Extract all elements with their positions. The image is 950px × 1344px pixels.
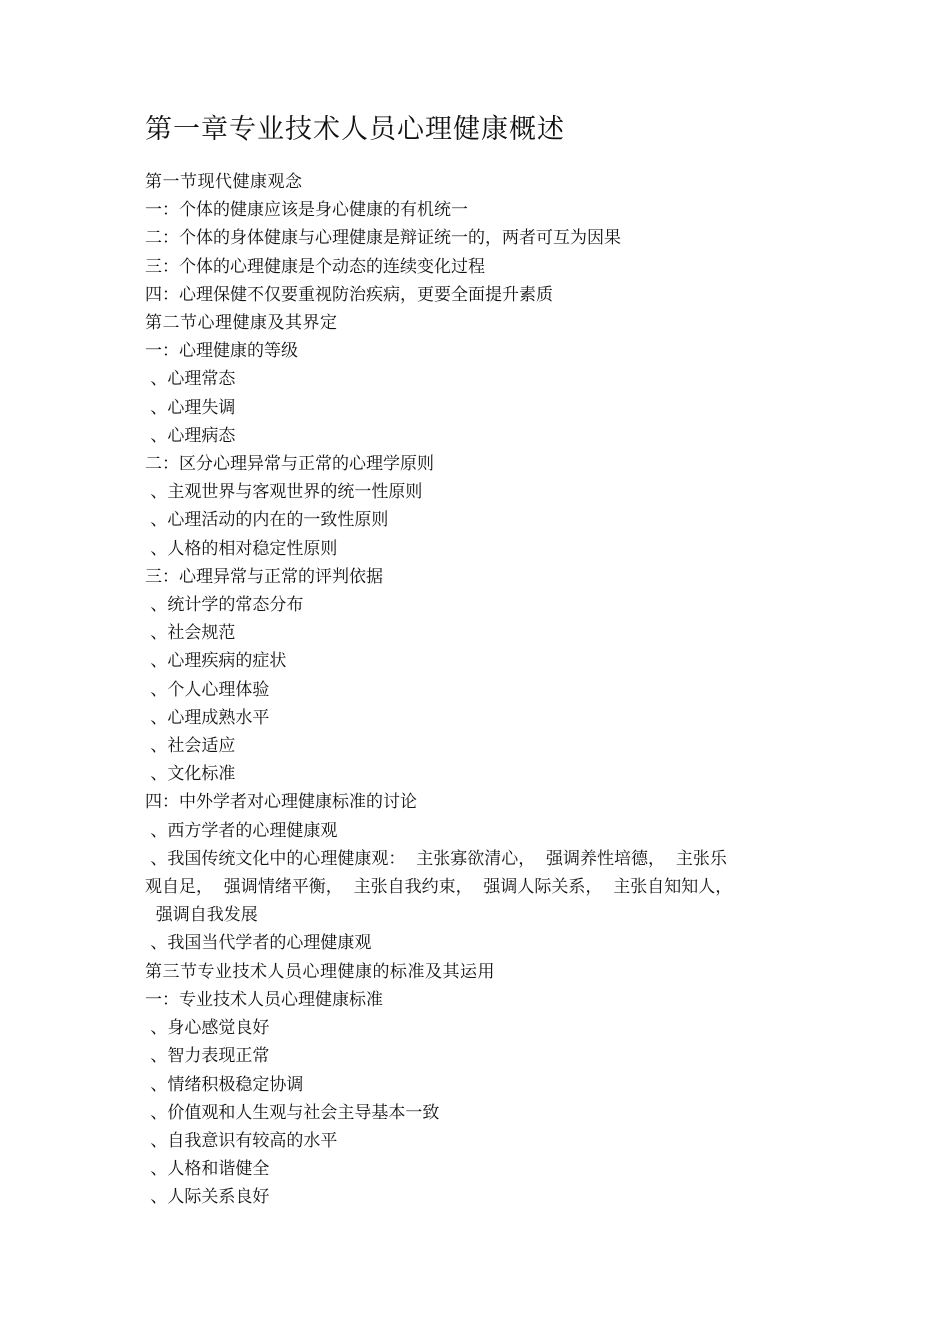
wrapped-paragraph-line-3: 强调自我发展	[145, 905, 258, 926]
document-page	[145, 110, 815, 1212]
list-item: 、身心感觉良好	[145, 1018, 270, 1039]
list-item: 、价值观和人生观与社会主导基本一致	[145, 1102, 440, 1123]
list-item: 、主观世界与客观世界的统一性原则	[145, 482, 423, 503]
list-item: 、社会适应	[145, 736, 236, 757]
list-item: 、个人心理体验	[145, 679, 270, 700]
list-item: 、文化标准	[145, 764, 236, 785]
list-item: 、心理成熟水平	[145, 707, 270, 728]
text-line: 一：心理健康的等级	[145, 341, 298, 362]
text-line: 二：个体的身体健康与心理健康是辩证统一的，两者可互为因果	[145, 228, 621, 249]
list-item: 、统计学的常态分布	[145, 595, 304, 616]
list-item: 、人格和谐健全	[145, 1159, 270, 1180]
section-heading: 第三节专业技术人员心理健康的标准及其运用	[145, 961, 495, 982]
list-item: 、我国当代学者的心理健康观	[145, 933, 372, 954]
text-line: 四：心理保健不仅要重视防治疾病，更要全面提升素质	[145, 284, 553, 305]
text-line: 四：中外学者对心理健康标准的讨论	[145, 792, 417, 813]
list-item: 、心理失调	[145, 397, 236, 418]
list-item: 、西方学者的心理健康观	[145, 820, 338, 841]
chapter-title: 第一章专业技术人员心理健康概述	[145, 114, 565, 145]
text-line: 一：专业技术人员心理健康标准	[145, 989, 383, 1010]
text-line: 三：个体的心理健康是个动态的连续变化过程	[145, 256, 485, 277]
text-line: 三：心理异常与正常的评判依据	[145, 566, 383, 587]
list-item: 、人际关系良好	[145, 1187, 270, 1208]
section-heading: 第一节现代健康观念	[145, 172, 303, 192]
wrapped-paragraph-line-1: 、我国传统文化中的心理健康观： 主张寡欲清心， 强调养性培德， 主张乐	[145, 848, 727, 869]
text-line: 一：个体的健康应该是身心健康的有机统一	[145, 200, 468, 221]
list-item: 、智力表现正常	[145, 1046, 270, 1067]
list-item: 、心理常态	[145, 369, 236, 390]
list-item: 、自我意识有较高的水平	[145, 1130, 338, 1151]
list-item: 、人格的相对稳定性原则	[145, 538, 338, 559]
list-item: 、心理活动的内在的一致性原则	[145, 510, 389, 531]
section-heading: 第二节心理健康及其界定	[145, 313, 338, 334]
list-item: 、社会规范	[145, 623, 236, 644]
text-line: 二：区分心理异常与正常的心理学原则	[145, 454, 434, 475]
wrapped-paragraph-line-2: 观自足， 强调情绪平衡， 主张自我约束， 强调人际关系， 主张自知知人，	[145, 877, 733, 898]
list-item: 、心理疾病的症状	[145, 651, 287, 672]
document-body	[145, 168, 815, 1212]
list-item: 、心理病态	[145, 425, 236, 446]
list-item: 、情绪积极稳定协调	[145, 1074, 304, 1095]
